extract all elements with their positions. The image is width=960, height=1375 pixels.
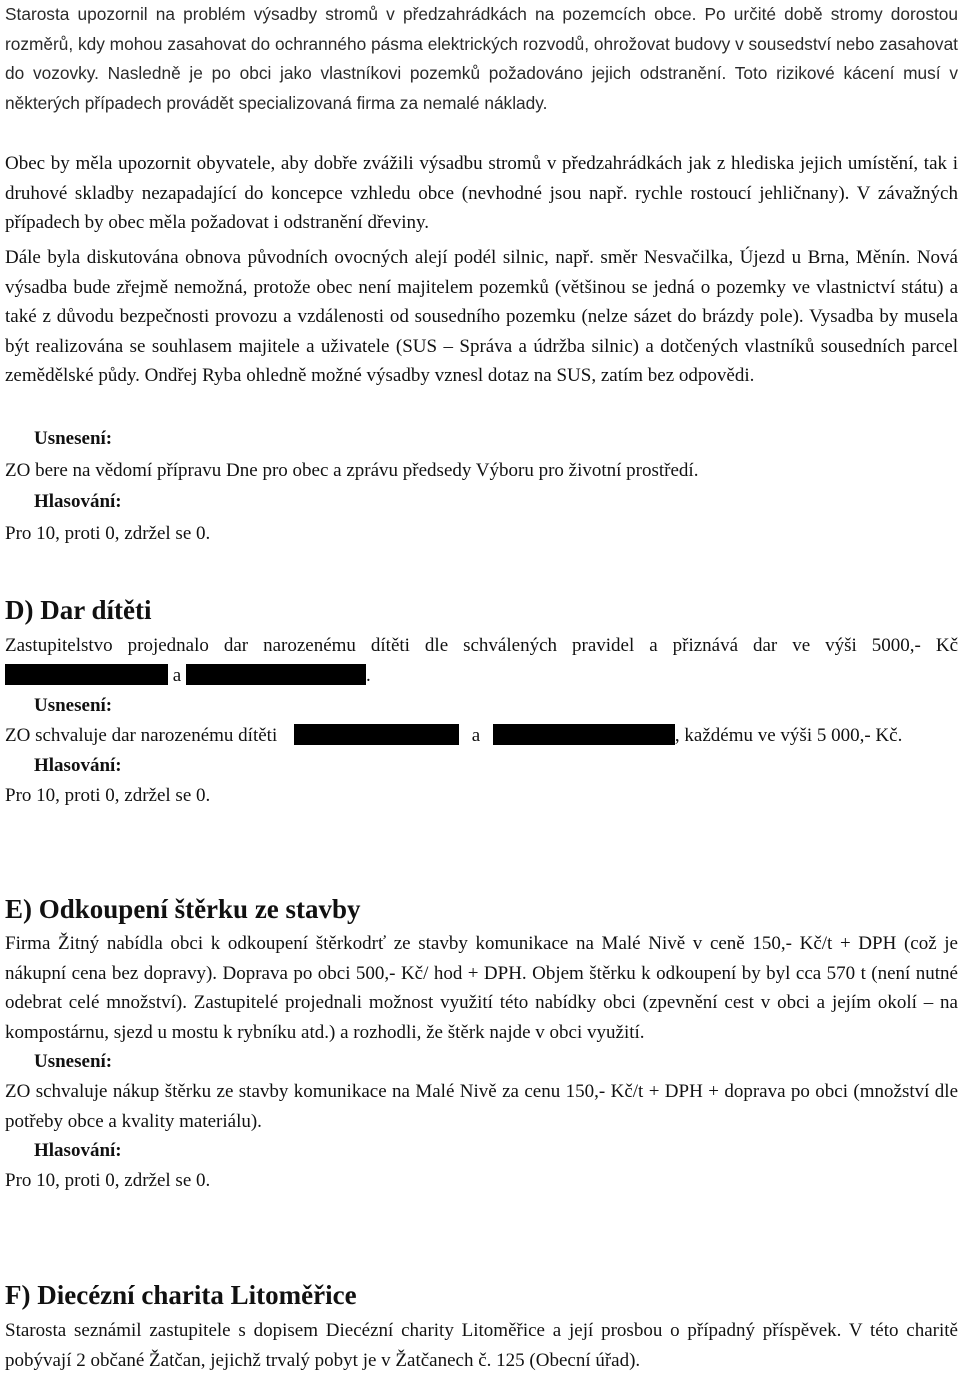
section-e-text: Firma Žitný nabídla obci k odkoupení štěrkodrť ze stavby komunikace na Malé Nivě v ceně 150,- Kč/t + DPH (což je nákupní cena bez dopravy). Doprava po obci 500,- Kč/ hod + DPH. Objem štěrku k odkoupení by byl cca 570 t (není nutné odebrat celé množství). Zastupitelé projednali možnost využití této nabídky obci (zpevnění cest v obci a jejím okolí – na kompostárnu, sjezd u mostu k rybníku atd.) a rozhodli, že štěrk najde v obci využití. — [5, 933, 958, 1043]
section-f-text: Starosta seznámil zastupitele s dopisem Diecézní charity Litoměřice a její prosbou o případný příspěvek. V této charitě pobývají 2 občané Žatčan, jejichž trvalý pobyt je v Žatčanech č. 125 (Obecní úřad). — [5, 1320, 958, 1371]
section-d-resolution-before: ZO schvaluje dar narozenému dítěti — [5, 725, 278, 746]
section-d-heading: D) Dar dítěti — [5, 595, 152, 625]
section-d-text-end: . — [365, 664, 371, 686]
redacted-name-block — [493, 724, 675, 745]
section-d-resolution — [5, 721, 958, 751]
intro-vote-label: Hlasování: — [34, 491, 122, 512]
section-f-heading: F) Diecézní charita Litoměřice — [5, 1280, 357, 1310]
section-d-vote-label: Hlasování: — [34, 754, 122, 776]
section-e-vote-result: Pro 10, proti 0, zdržel se 0. — [5, 1170, 211, 1191]
intro-paragraph-1: Starosta upozornil na problém výsadby stromů v předzahrádkách na pozemcích obce. Po určité době stromy dorostou rozměrů, kdy mohou zasahovat do ochranného pásma elektrických rozvodů, ohrožovat budovy v sousedství nebo zasahovat do vozovky. Nasledně je po obci jako vlastníkovi pozemků požadováno jejich odstranění. Toto rizikové kácení musí v některých případech provádět specializovaná firma za nemalé náklady. — [5, 4, 958, 113]
section-d-text-and: a — [172, 664, 182, 686]
section-e-heading: E) Odkoupení štěrku ze stavby — [5, 894, 361, 924]
section-d-text — [5, 631, 958, 690]
intro-paragraph-2: Obec by měla upozornit obyvatele, aby dobře zvážili výsadbu stromů v předzahrádkách jak z hlediska jejich umístění, tak i druhové skladby nezapadající do koncepce vzhledu obce (nevhodné jsou např. rychle rostoucí jehličnany). V závažných případech by obec měla požadovat i odstranění dřeviny. — [5, 153, 958, 233]
intro-resolution-text: ZO bere na vědomí přípravu Dne pro obec a zprávu předsedy Výboru pro životní prostředí. — [5, 460, 699, 481]
intro-vote-result: Pro 10, proti 0, zdržel se 0. — [5, 523, 211, 544]
redacted-name-block — [294, 724, 459, 745]
section-d-resolution-and: a — [471, 725, 481, 746]
section-e-vote-label: Hlasování: — [34, 1140, 122, 1161]
section-e-resolution: ZO schvaluje nákup štěrku ze stavby komunikace na Malé Nivě za cenu 150,- Kč/t + DPH + doprava po obci (množství dle potřeby obce a kvality materiálu). — [5, 1081, 958, 1132]
section-d-vote-result: Pro 10, proti 0, zdržel se 0. — [5, 784, 211, 806]
intro-paragraph-3: Dále byla diskutována obnova původních ovocných alejí podél silnic, např. směr Nesvačilka, Újezd u Brna, Měnín. Nová výsadba bude zřejmě nemožná, protože obec není majitelem pozemků (většinou se jedná o pozemky ve vlastnictví státu) a také z důvodu bezpečnosti provozu a vzdálenosti od sousedního pozemku (nelze sázet do brázdy pole). Vysadba by musela být realizována se souhlasem majitele a uživatele (SUS – Správa a údržba silnic) a dotčených vlastníků sousedních parcel zemědělské půdy. Ondřej Ryba ohledně možné výsadby vznesl dotaz na SUS, zatím bez odpovědi. — [5, 247, 958, 386]
section-e-resolution-label: Usnesení: — [34, 1051, 113, 1072]
section-d-text-before: Zastupitelstvo projednalo dar narozenému dítěti dle schválených pravidel a přiznává dar ve výši 5000,- Kč — [5, 635, 958, 656]
redacted-name-block — [5, 664, 168, 685]
intro-resolution-label: Usnesení: — [34, 428, 113, 449]
redacted-name-block — [186, 664, 366, 685]
section-d-resolution-label: Usnesení: — [34, 695, 113, 716]
section-d-resolution-after: , každému ve výši 5 000,- Kč. — [674, 725, 903, 746]
